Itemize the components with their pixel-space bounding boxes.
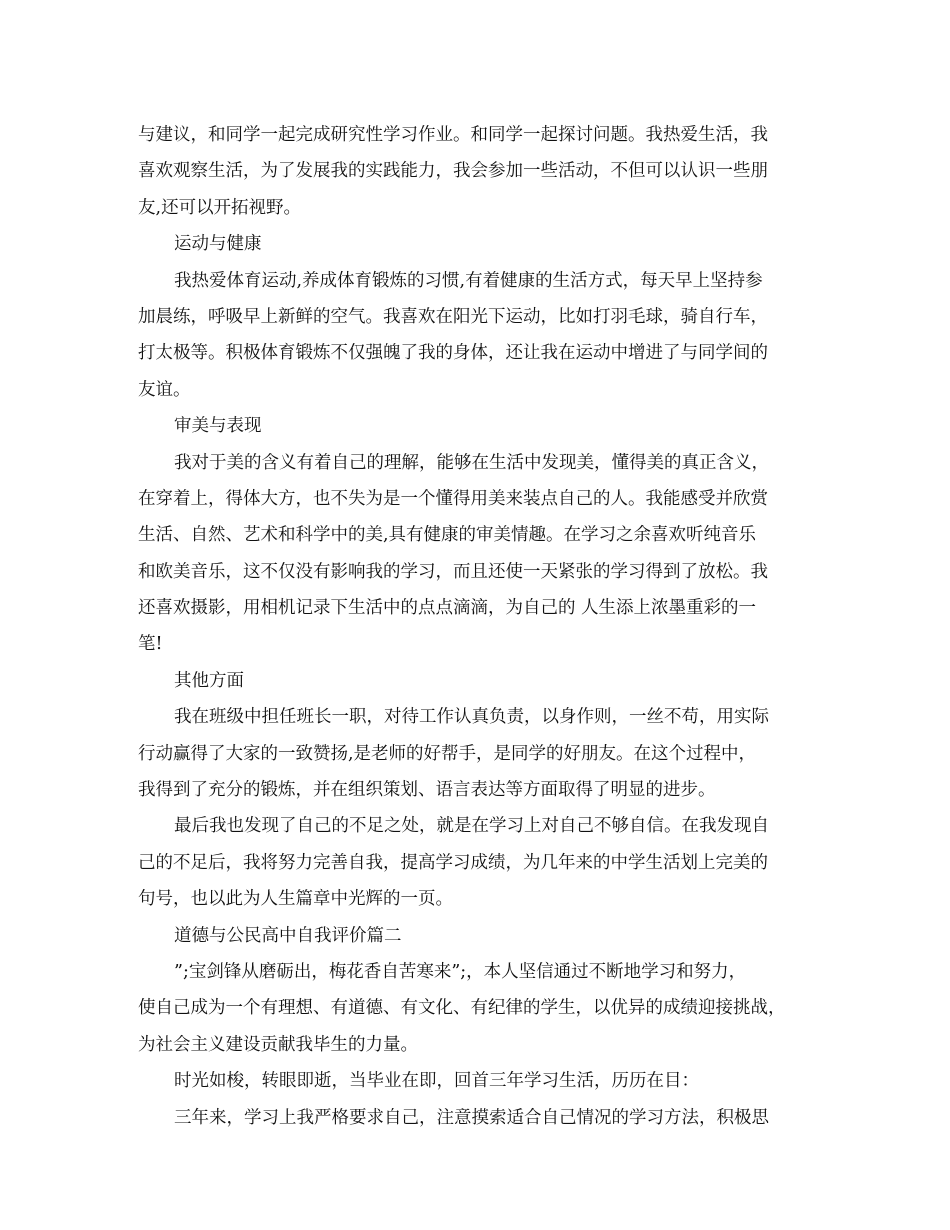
paragraph-line: 我热爱体育运动,养成体育锻炼的习惯,有着健康的生活方式，每天早上坚持参 [174, 270, 763, 291]
section-heading: 道德与公民高中自我评价篇二 [174, 925, 402, 946]
paragraph-line: 在穿着上，得体大方，也不失为是一个懂得用美来装点自己的人。我能感受并欣赏 [138, 488, 768, 509]
paragraph-line: 喜欢观察生活，为了发展我的实践能力，我会参加一些活动，不但可以认识一些朋 [138, 161, 768, 182]
paragraph-line: 打太极等。积极体育锻炼不仅强魄了我的身体，还让我在运动中增进了与同学间的 [138, 343, 768, 364]
paragraph-line: 友谊。 [138, 379, 191, 400]
document-body [138, 117, 828, 1136]
paragraph-line: 使自己成为一个有理想、有道德、有文化、有纪律的学生，以优异的成绩迎接挑战， [138, 998, 786, 1019]
paragraph-line: 我对于美的含义有着自己的理解，能够在生活中发现美，懂得美的真正含义， [174, 452, 769, 473]
paragraph-line: 为社会主义建设贡献我毕生的力量。 [138, 1034, 418, 1055]
paragraph-line: 句号，也以此为人生篇章中光辉的一页。 [138, 889, 453, 910]
paragraph-line: 与建议，和同学一起完成研究性学习作业。和同学一起探讨问题。我热爱生活，我 [138, 125, 768, 145]
paragraph-line: 时光如梭，转眼即逝，当毕业在即，回首三年学习生活，历历在目： [174, 1071, 699, 1092]
paragraph-line: 生活、自然、艺术和科学中的美,具有健康的审美情趣。在学习之余喜欢听纯音乐 [138, 525, 757, 546]
section-heading: 审美与表现 [174, 416, 262, 437]
paragraph-line: ”;宝剑锋从磨砺出，梅花香自苦寒来”;，本人坚信通过不断地学习和努力， [174, 961, 747, 982]
paragraph-line: 加晨练，呼吸早上新鲜的空气。我喜欢在阳光下运动，比如打羽毛球，骑自行车， [138, 306, 768, 327]
section-heading: 其他方面 [174, 670, 244, 691]
paragraph-line: 我得到了充分的锻炼，并在组织策划、语言表达等方面取得了明显的进步。 [138, 780, 716, 801]
paragraph-line: 最后我也发现了自己的不足之处，就是在学习上对自己不够自信。在我发现自 [174, 816, 769, 837]
section-heading: 运动与健康 [174, 234, 262, 255]
paragraph-line: 笔! [138, 634, 163, 655]
paragraph-line: 友,还可以开拓视野。 [138, 197, 302, 218]
paragraph-line: 我在班级中担任班长一职，对待工作认真负责，以身作则，一丝不苟，用实际 [174, 707, 769, 728]
paragraph-line: 行动赢得了大家的一致赞扬,是老师的好帮手，是同学的好朋友。在这个过程中， [138, 743, 757, 764]
paragraph-line: 和欧美音乐，这不仅没有影响我的学习，而且还使一天紧张的学习得到了放松。我 [138, 561, 768, 582]
paragraph-line: 己的不足后，我将努力完善自我，提高学习成绩，为几年来的中学生活划上完美的 [138, 852, 768, 873]
paragraph-line: 还喜欢摄影，用相机记录下生活中的点点滴滴，为自己的 人生添上浓墨重彩的一 [138, 598, 757, 619]
paragraph-line: 三年来，学习上我严格要求自己，注意摸索适合自己情况的学习方法，积极思 [174, 1107, 769, 1128]
